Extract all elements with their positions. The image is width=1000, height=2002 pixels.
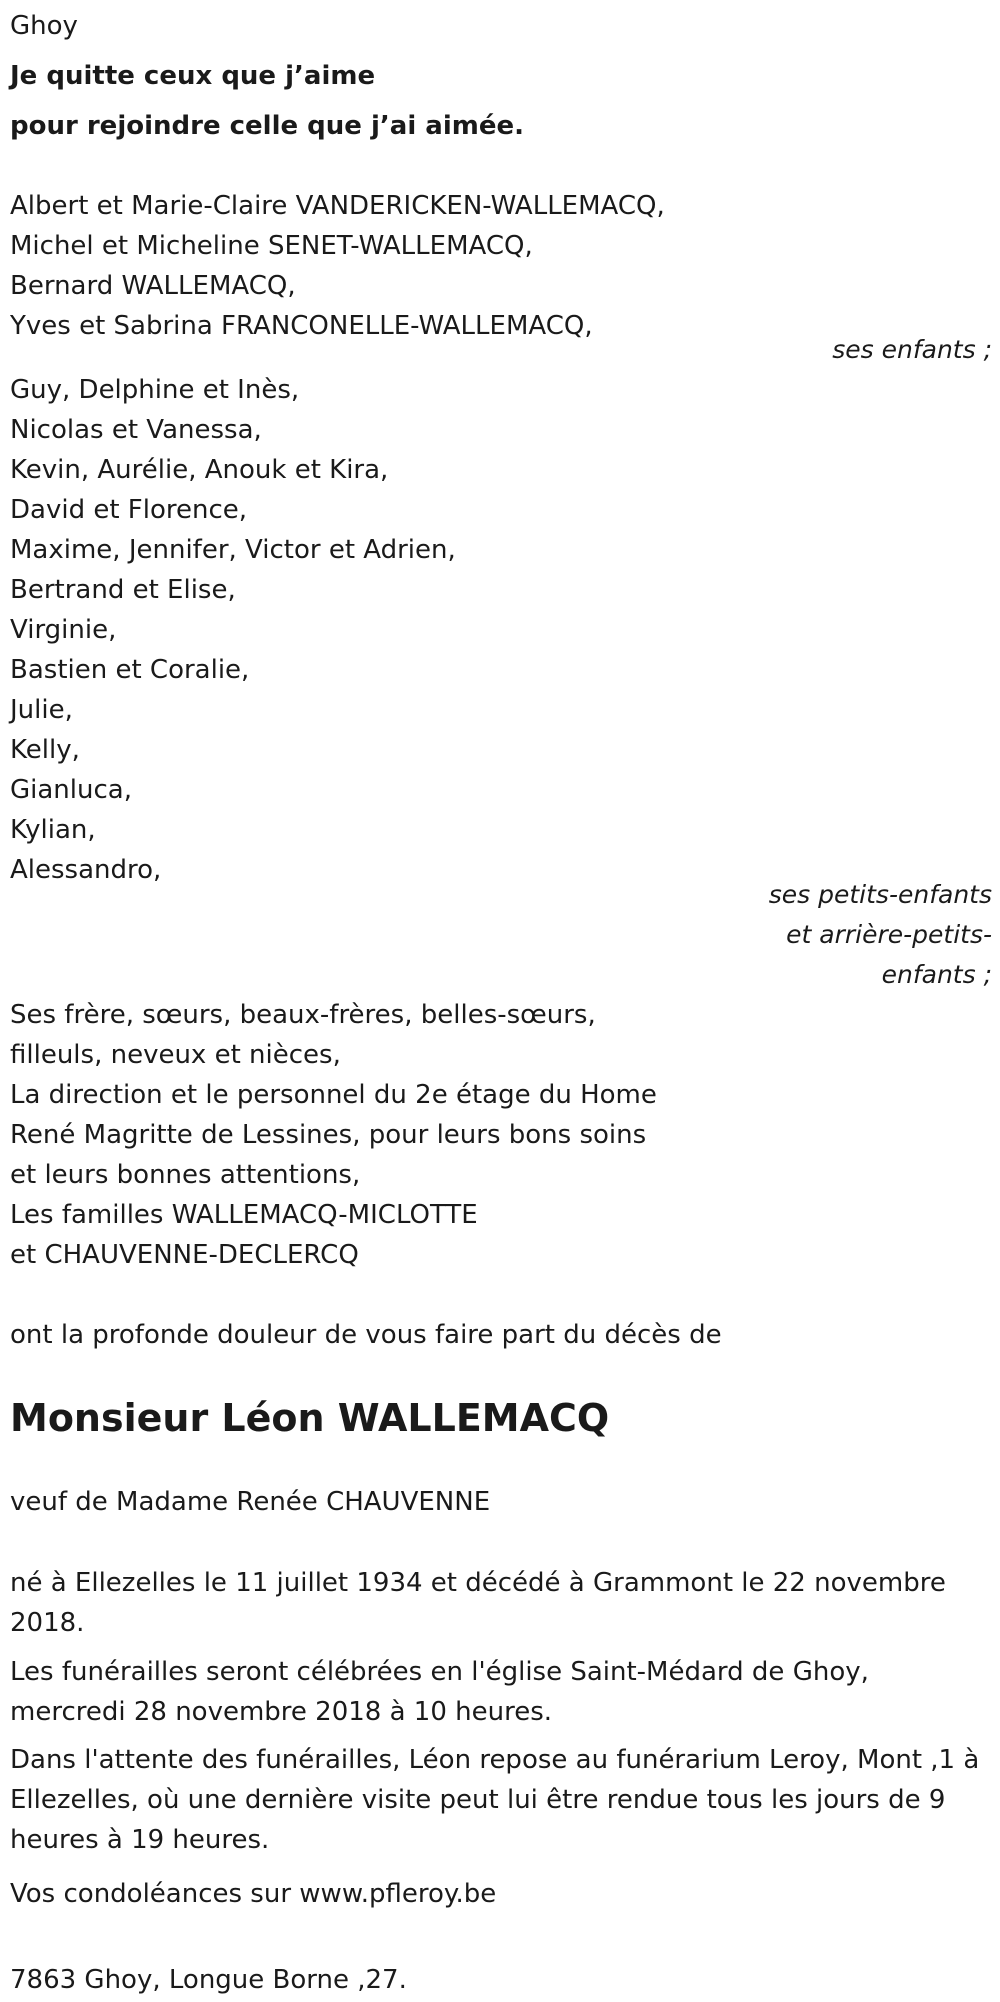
- list-item: Ses frère, sœurs, beaux-frères, belles-sœurs,: [10, 1000, 596, 1030]
- list-item: René Magritte de Lessines, pour leurs bons soins: [10, 1120, 647, 1150]
- list-item: Alessandro,: [10, 855, 162, 885]
- list-item: Gianluca,: [10, 775, 132, 805]
- announcement-text: ont la profonde douleur de vous faire part du décès de: [10, 1320, 722, 1350]
- others-list: [10, 995, 657, 1275]
- epitaph-line-2: pour rejoindre celle que j’ai aimée.: [10, 111, 524, 141]
- list-item: Albert et Marie-Claire VANDERICKEN-WALLEMACQ,: [10, 191, 665, 221]
- list-item: et leurs bonnes attentions,: [10, 1160, 361, 1190]
- list-item: La direction et le personnel du 2e étage du Home: [10, 1080, 657, 1110]
- address-text: 7863 Ghoy, Longue Borne ,27.: [10, 1965, 407, 1995]
- list-item: Julie,: [10, 695, 73, 725]
- list-item: Guy, Delphine et Inès,: [10, 375, 300, 405]
- children-list: [10, 186, 665, 346]
- list-item: Kylian,: [10, 815, 96, 845]
- list-item: filleuls, neveux et nièces,: [10, 1040, 341, 1070]
- grandchildren-label-line: enfants ;: [881, 960, 992, 989]
- place-name: Ghoy: [10, 11, 78, 41]
- grandchildren-list: [10, 370, 456, 890]
- list-item: Bastien et Coralie,: [10, 655, 250, 685]
- list-item: Maxime, Jennifer, Victor et Adrien,: [10, 535, 456, 565]
- condolences-text: Vos condoléances sur www.pfleroy.be: [10, 1879, 497, 1909]
- grandchildren-label-line: ses petits-enfants: [768, 880, 992, 909]
- list-item: Bernard WALLEMACQ,: [10, 271, 296, 301]
- list-item: Nicolas et Vanessa,: [10, 415, 262, 445]
- funeral-text: Les funérailles seront célébrées en l'église Saint-Médard de Ghoy, mercredi 28 novembre 2018 à 10 heures.: [10, 1657, 869, 1727]
- list-item: Kelly,: [10, 735, 80, 765]
- list-item: et CHAUVENNE-DECLERCQ: [10, 1240, 359, 1270]
- list-item: Michel et Micheline SENET-WALLEMACQ,: [10, 231, 533, 261]
- grandchildren-label: [769, 875, 1000, 995]
- list-item: Yves et Sabrina FRANCONELLE-WALLEMACQ,: [10, 311, 593, 341]
- widower-text: veuf de Madame Renée CHAUVENNE: [10, 1487, 491, 1517]
- deceased-name: Monsieur Léon WALLEMACQ: [10, 1396, 610, 1440]
- visitation-text: Dans l'attente des funérailles, Léon repose au funérarium Leroy, Mont ,1 à Ellezelles, où une dernière visite peut lui être rendue tous les jours de 9 heures à 19 heures.: [10, 1745, 980, 1855]
- list-item: Kevin, Aurélie, Anouk et Kira,: [10, 455, 389, 485]
- epitaph-line-1: Je quitte ceux que j’aime: [10, 61, 376, 91]
- grandchildren-label-line: et arrière-petits-: [786, 920, 992, 949]
- birth-death-text: né à Ellezelles le 11 juillet 1934 et décédé à Grammont le 22 novembre 2018.: [10, 1568, 946, 1638]
- list-item: Les familles WALLEMACQ-MICLOTTE: [10, 1200, 478, 1230]
- list-item: Virginie,: [10, 615, 117, 645]
- list-item: David et Florence,: [10, 495, 248, 525]
- list-item: Bertrand et Elise,: [10, 575, 236, 605]
- children-label: ses enfants ;: [832, 335, 992, 364]
